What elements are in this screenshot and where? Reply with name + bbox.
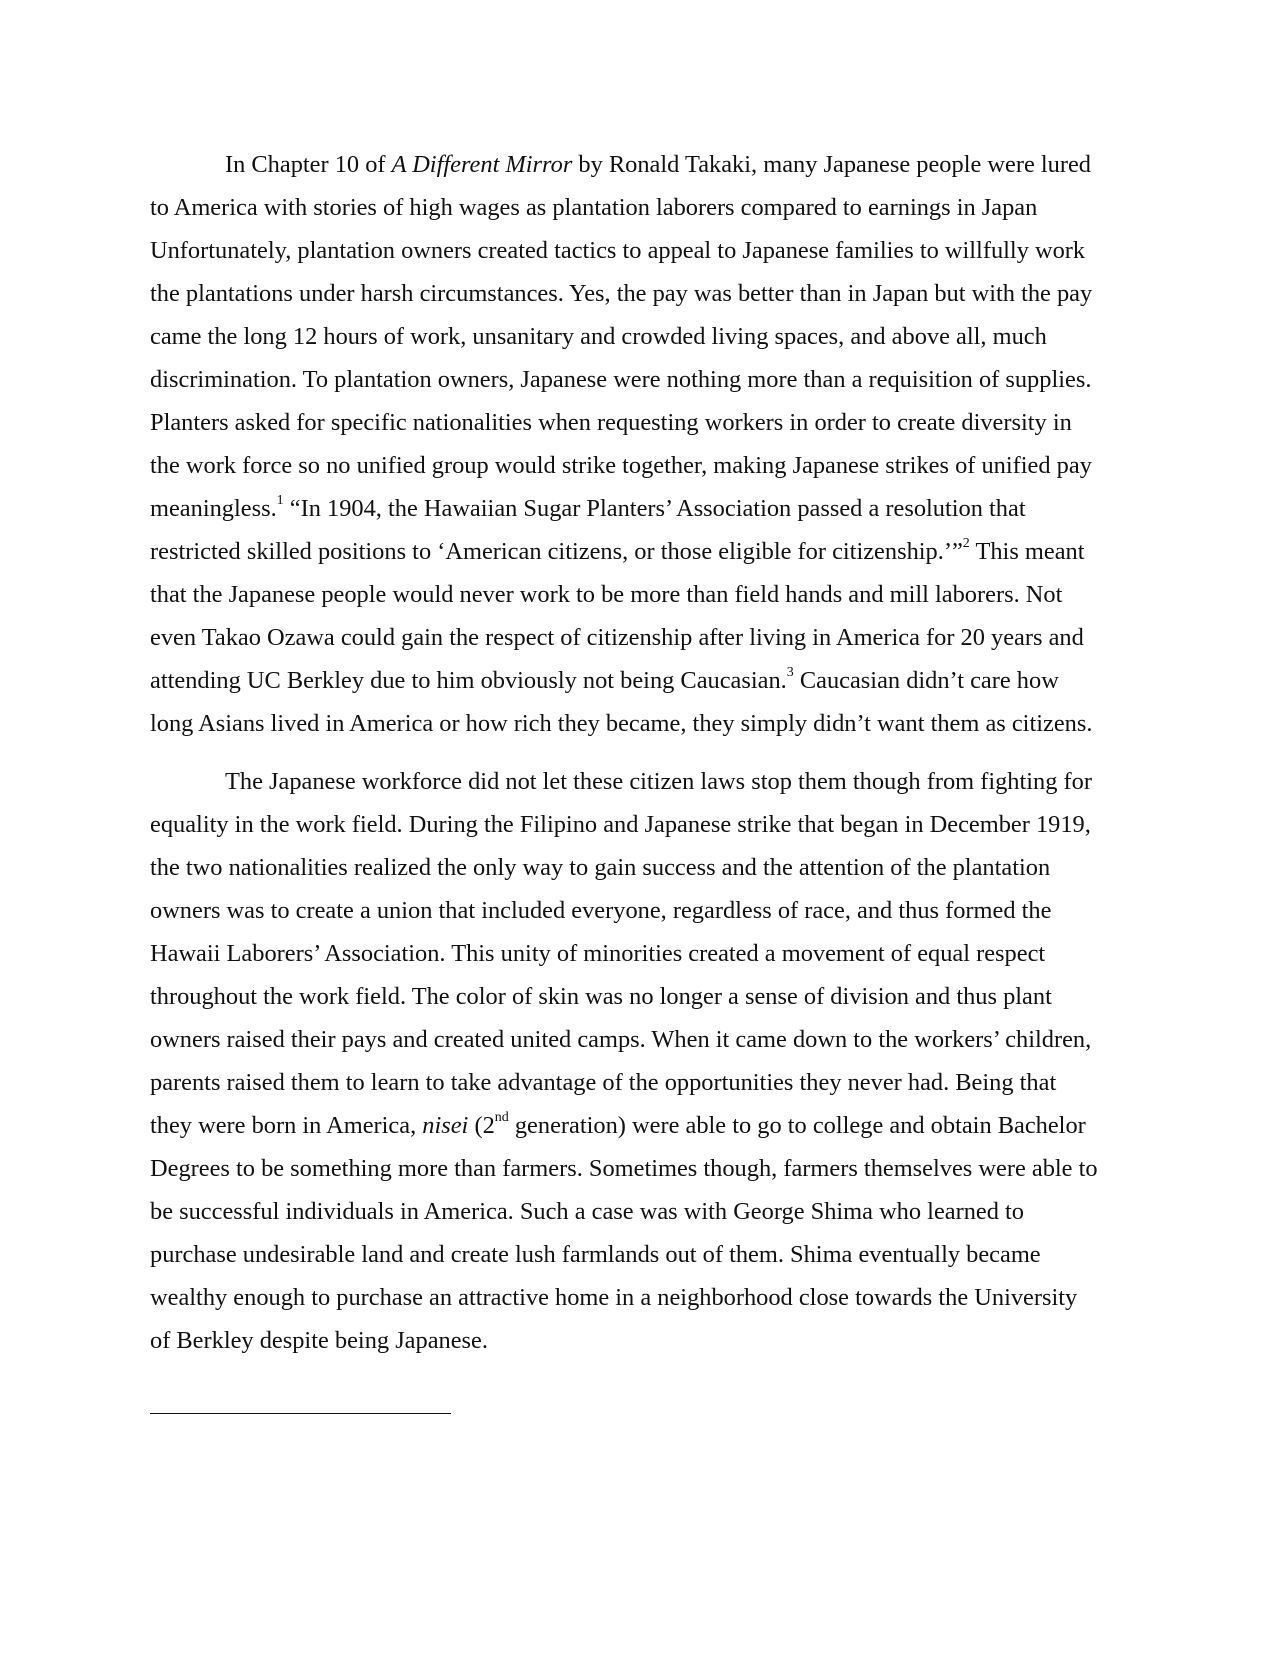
- text-run: long Asians lived in America or how rich they became, they simply didn’t want them as citizens.: [150, 710, 1093, 737]
- text-line: [150, 573, 1130, 616]
- text-run: Caucasian didn’t care how: [793, 667, 1059, 694]
- text-line: [150, 846, 1130, 889]
- text-run: came the long 12 hours of work, unsanitary and crowded living spaces, and above all, much: [150, 323, 1047, 350]
- text-line: [150, 530, 1130, 573]
- italic-text: A Different Mirror: [391, 151, 573, 178]
- superscript: 2: [962, 535, 970, 551]
- text-run: be successful individuals in America. Such a case was with George Shima who learned to: [150, 1198, 1025, 1225]
- text-line: [150, 1233, 1130, 1276]
- text-run: “In 1904, the Hawaiian Sugar Planters’ Association passed a resolution that: [283, 495, 1026, 522]
- text-run: wealthy enough to purchase an attractive home in a neighborhood close towards the University: [150, 1284, 1078, 1311]
- text-line: [150, 1147, 1130, 1190]
- text-line: [150, 358, 1130, 401]
- text-line: [150, 401, 1130, 444]
- text-line: [150, 889, 1130, 932]
- superscript: 1: [276, 492, 284, 508]
- text-run: throughout the work field. The color of skin was no longer a sense of division and thus plant: [150, 983, 1052, 1010]
- text-run: (2: [468, 1112, 495, 1139]
- text-run: The Japanese workforce did not let these citizen laws stop them though from fighting for: [225, 768, 1092, 795]
- text-line: [150, 229, 1130, 272]
- text-run: even Takao Ozawa could gain the respect of citizenship after living in America for 20 years and: [150, 624, 1084, 651]
- text-run: equality in the work field. During the Filipino and Japanese strike that began in December 1919,: [150, 811, 1091, 838]
- text-run: Hawaii Laborers’ Association. This unity of minorities created a movement of equal respect: [150, 940, 1046, 967]
- text-line: [150, 975, 1130, 1018]
- text-run: discrimination. To plantation owners, Japanese were nothing more than a requisition of supplies.: [150, 366, 1092, 393]
- text-line: [150, 1018, 1130, 1061]
- text-run: the two nationalities realized the only way to gain success and the attention of the plantation: [150, 854, 1051, 881]
- text-line: [150, 444, 1130, 487]
- text-run: they were born in America,: [150, 1112, 423, 1139]
- text-run: In Chapter 10 of: [225, 151, 392, 178]
- footnote-separator: [150, 1413, 451, 1414]
- text-line: [150, 659, 1130, 702]
- text-run: meaningless.: [150, 495, 277, 522]
- text-run: This meant: [969, 538, 1085, 565]
- paragraph-2: [150, 760, 1130, 1362]
- text-line: [150, 186, 1130, 229]
- text-run: generation) were able to go to college and obtain Bachelor: [508, 1112, 1086, 1139]
- superscript: nd: [494, 1109, 509, 1125]
- text-line: [150, 272, 1130, 315]
- text-run: the plantations under harsh circumstances. Yes, the pay was better than in Japan but with the pay: [150, 280, 1093, 307]
- text-run: the work force so no unified group would strike together, making Japanese strikes of unified pay: [150, 452, 1092, 479]
- text-run: Unfortunately, plantation owners created tactics to appeal to Japanese families to willfully work: [150, 237, 1086, 264]
- text-line: [150, 1319, 1130, 1362]
- text-run: by Ronald Takaki, many Japanese people were lured: [572, 151, 1091, 178]
- text-line: [150, 760, 1130, 803]
- superscript: 3: [786, 664, 794, 680]
- text-line: [150, 932, 1130, 975]
- text-line: [150, 1061, 1130, 1104]
- text-run: restricted skilled positions to ‘American citizens, or those eligible for citizenship.’”: [150, 538, 963, 565]
- text-line: [150, 315, 1130, 358]
- text-line: [150, 487, 1130, 530]
- paragraph-1: [150, 143, 1130, 745]
- text-line: [150, 1104, 1130, 1147]
- italic-text: nisei: [422, 1112, 469, 1139]
- text-line: [150, 702, 1130, 745]
- text-run: Planters asked for specific nationalities when requesting workers in order to create diversity in: [150, 409, 1072, 436]
- text-run: to America with stories of high wages as plantation laborers compared to earnings in Japan: [150, 194, 1038, 221]
- text-line: [150, 1276, 1130, 1319]
- text-run: that the Japanese people would never work to be more than field hands and mill laborers. Not: [150, 581, 1063, 608]
- text-line: [150, 143, 1130, 186]
- text-run: parents raised them to learn to take advantage of the opportunities they never had. Being that: [150, 1069, 1057, 1096]
- text-run: of Berkley despite being Japanese.: [150, 1327, 488, 1354]
- text-run: purchase undesirable land and create lush farmlands out of them. Shima eventually became: [150, 1241, 1041, 1268]
- text-run: owners raised their pays and created united camps. When it came down to the workers’ children,: [150, 1026, 1092, 1053]
- text-line: [150, 1190, 1130, 1233]
- text-line: [150, 803, 1130, 846]
- text-line: [150, 616, 1130, 659]
- text-run: Degrees to be something more than farmers. Sometimes though, farmers themselves were able to: [150, 1155, 1098, 1182]
- body-text: [150, 143, 1130, 1362]
- text-run: owners was to create a union that included everyone, regardless of race, and thus formed the: [150, 897, 1052, 924]
- text-run: attending UC Berkley due to him obviously not being Caucasian.: [150, 667, 787, 694]
